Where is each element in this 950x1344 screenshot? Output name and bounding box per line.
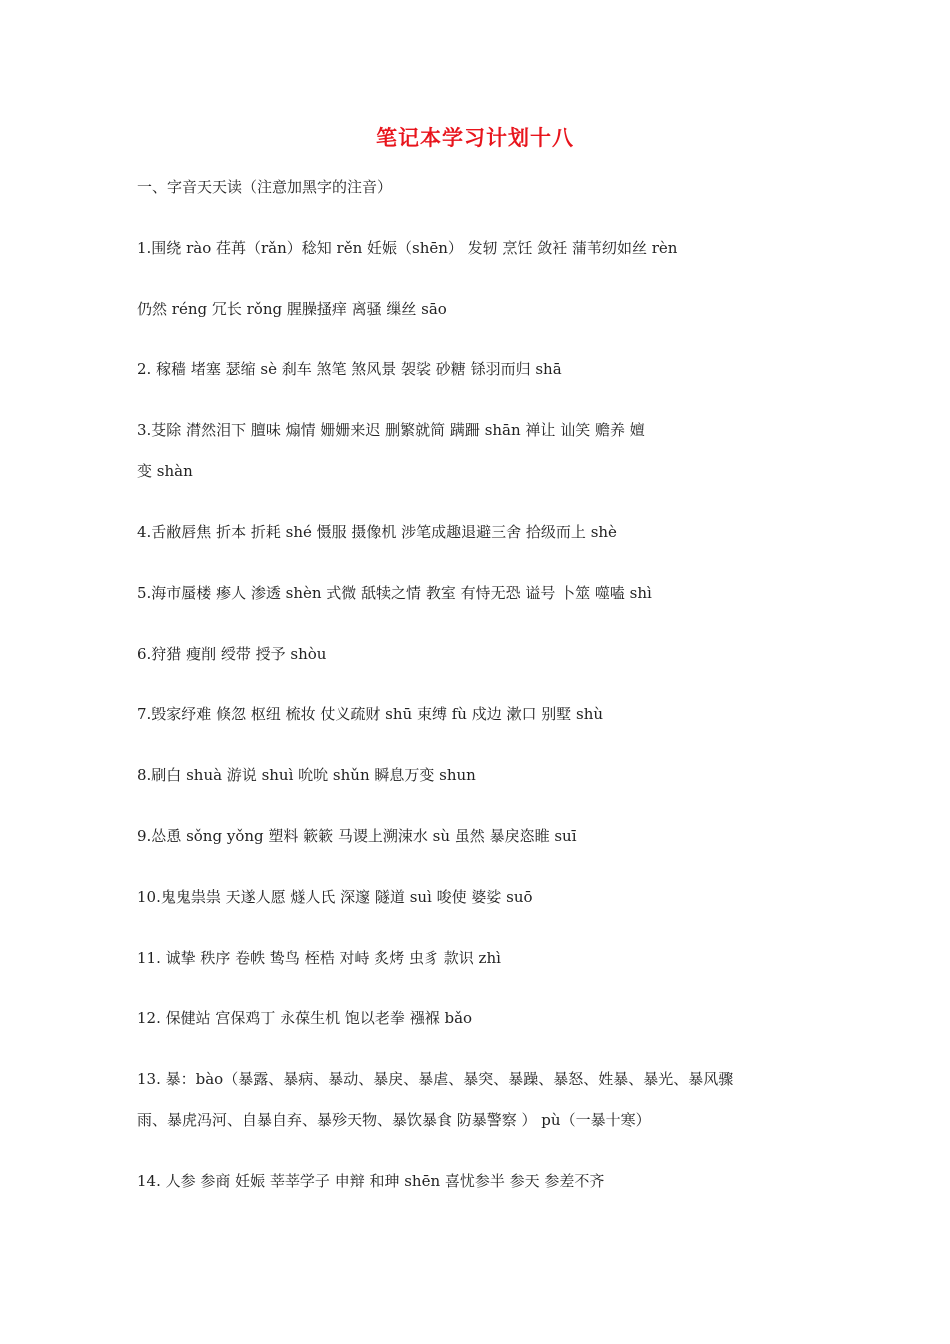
text-line: 2. 稼穑 堵塞 瑟缩 sè 刹车 煞笔 煞风景 袈裟 砂糖 铩羽而归 shā xyxy=(137,360,562,378)
text-line: 13. 暴：bào（暴露、暴病、暴动、暴戾、暴虐、暴突、暴躁、暴怒、姓暴、暴光、暴风骤 xyxy=(137,1070,734,1088)
text-line: 5.海市蜃楼 瘆人 渗透 shèn 式微 舐犊之情 教室 有恃无恐 谥号 卜筮 噬嗑 shì xyxy=(137,584,652,602)
text-line: 6.狩猎 瘦削 绶带 授予 shòu xyxy=(137,645,327,663)
text-line: 9.怂恿 sǒng yǒng 塑料 簌簌 马谡上溯涑水 sù 虽然 暴戾恣睢 suī xyxy=(137,827,577,845)
text-line: 11. 诚挚 秩序 卷帙 鸷鸟 桎梏 对峙 炙烤 虫豸 款识 zhì xyxy=(137,949,501,967)
text-line: 10.鬼鬼祟祟 天遂人愿 燧人氏 深邃 隧道 suì 唆使 婆娑 suō xyxy=(137,888,533,906)
text-line: 4.舌敝唇焦 折本 折耗 shé 慑服 摄像机 涉笔成趣退避三舍 拾级而上 shè xyxy=(137,523,617,541)
text-line: 仍然 réng 冗长 rǒng 腥臊搔痒 离骚 缫丝 sāo xyxy=(137,300,447,318)
text-line: 雨、暴虎冯河、自暴自弃、暴殄天物、暴饮暴食 防暴警察 ） pù（一暴十寒） xyxy=(137,1111,651,1129)
text-line: 1.围绕 rào 荏苒（rǎn）稔知 rěn 妊娠（shēn） 发轫 烹饪 敛衽 蒲苇纫如丝 rèn xyxy=(137,239,678,257)
text-line: 变 shàn xyxy=(137,462,193,480)
text-line: 8.刷白 shuà 游说 shuì 吮吮 shǔn 瞬息万变 shun xyxy=(137,766,476,784)
text-line: 7.毁家纾难 倏忽 枢纽 梳妆 仗义疏财 shū 束缚 fù 戍边 漱口 别墅 shù xyxy=(137,705,604,723)
text-line: 14. 人参 参商 妊娠 莘莘学子 申辩 和珅 shēn 喜忧参半 参天 参差不齐 xyxy=(137,1172,605,1190)
section-heading: 一、字音天天读（注意加黑字的注音） xyxy=(137,178,393,196)
text-line: 12. 保健站 宫保鸡丁 永葆生机 饱以老拳 襁褓 bǎo xyxy=(137,1009,473,1027)
page-title: 笔记本学习计划十八 xyxy=(376,126,574,150)
text-line: 3.芟除 潸然泪下 膻味 煽情 姗姗来迟 删繁就简 蹒跚 shān 禅让 讪笑 赡养 嬗 xyxy=(137,421,645,439)
